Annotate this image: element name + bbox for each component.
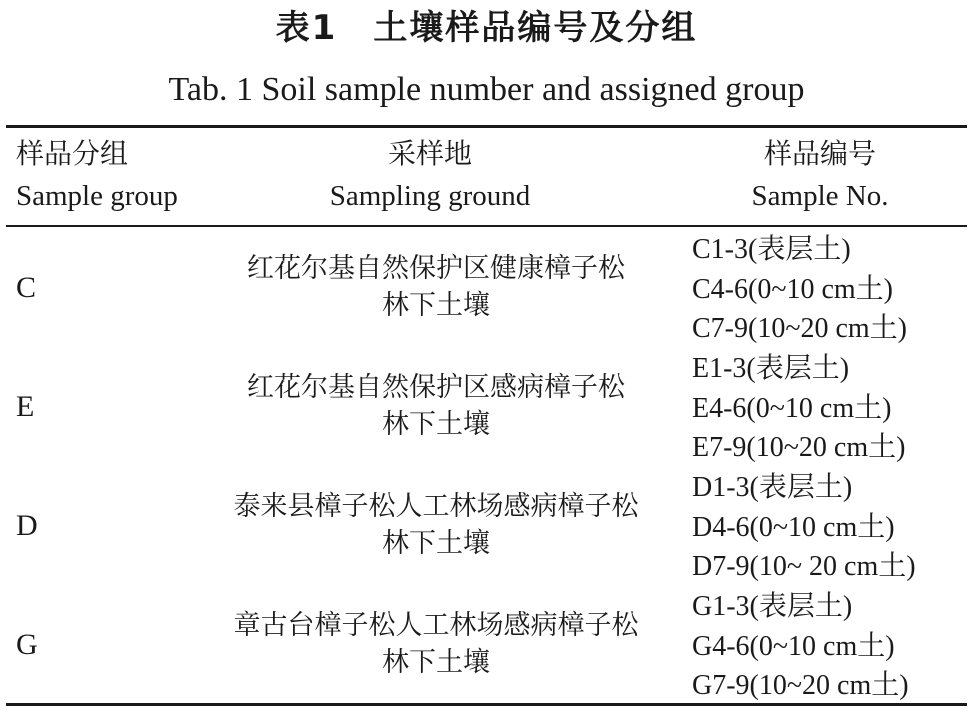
header-sampling-ground-cn: 采样地 — [387, 137, 472, 170]
table-title-english: Tab. 1 Soil sample number and assigned group — [168, 71, 805, 108]
table-row — [6, 347, 967, 466]
sample-number-item: D1-3(表层土) — [692, 472, 853, 503]
sampling-ground-cell — [206, 607, 666, 681]
table-row — [6, 228, 967, 347]
sampling-ground-line: 林下土壤 — [382, 647, 490, 678]
top-rule — [6, 125, 967, 128]
table-row — [6, 466, 967, 585]
sample-number-cell — [692, 230, 907, 349]
sampling-ground-cell — [206, 369, 666, 443]
sample-number-cell — [692, 587, 909, 706]
sample-number-item: D4-6(0~10 cm土) — [692, 511, 895, 543]
sampling-ground-cell — [206, 250, 666, 324]
header-sample-group-en: Sample group — [16, 180, 178, 212]
sample-number-cell — [692, 468, 916, 587]
header-rule — [6, 225, 967, 227]
sample-number-item: C4-6(0~10 cm土) — [692, 273, 894, 305]
sample-number-item: E4-6(0~10 cm土) — [692, 392, 892, 424]
sample-number-cell — [692, 349, 905, 468]
header-sampling-ground-en: Sampling ground — [329, 180, 531, 212]
sampling-ground-line: 章古台樟子松人工林场感病樟子松 — [233, 610, 639, 641]
sample-number-item: C7-9(10~20 cm土) — [692, 313, 908, 344]
sample-number-item: G4-6(0~10 cm土) — [692, 630, 895, 662]
sample-group-cell: C — [16, 271, 37, 304]
sampling-ground-line: 红花尔基自然保护区健康樟子松 — [247, 253, 625, 284]
sampling-ground-line: 林下土壤 — [382, 290, 490, 321]
header-sample-number — [720, 134, 920, 216]
header-sample-number-cn: 样品编号 — [763, 137, 876, 170]
sample-group-cell: E — [16, 390, 35, 423]
sample-number-item: E7-9(10~20 cm土) — [692, 432, 906, 463]
sample-number-item: G7-9(10~20 cm土) — [692, 670, 909, 701]
sample-group-cell: G — [16, 628, 38, 661]
sampling-ground-line: 林下土壤 — [382, 409, 490, 440]
header-sample-group-cn: 样品分组 — [16, 137, 129, 170]
header-sampling-ground — [260, 134, 600, 216]
header-sample-number-en: Sample No. — [751, 180, 889, 212]
header-sample-group — [16, 134, 178, 216]
sample-number-item: C1-3(表层土) — [692, 234, 851, 265]
sampling-ground-line: 红花尔基自然保护区感病樟子松 — [247, 372, 625, 403]
sample-number-item: E1-3(表层土) — [692, 353, 850, 384]
table-row — [6, 585, 967, 704]
sample-group-cell: D — [16, 509, 38, 542]
sampling-ground-line: 泰来县樟子松人工林场感病樟子松 — [233, 491, 639, 522]
table-title-chinese: 表1 土壤样品编号及分组 — [275, 8, 698, 48]
bottom-rule — [6, 703, 967, 706]
sample-number-item: G1-3(表层土) — [692, 591, 853, 622]
sampling-ground-line: 林下土壤 — [382, 528, 490, 559]
sample-number-item: D7-9(10~ 20 cm土) — [692, 551, 916, 582]
sampling-ground-cell — [206, 488, 666, 562]
